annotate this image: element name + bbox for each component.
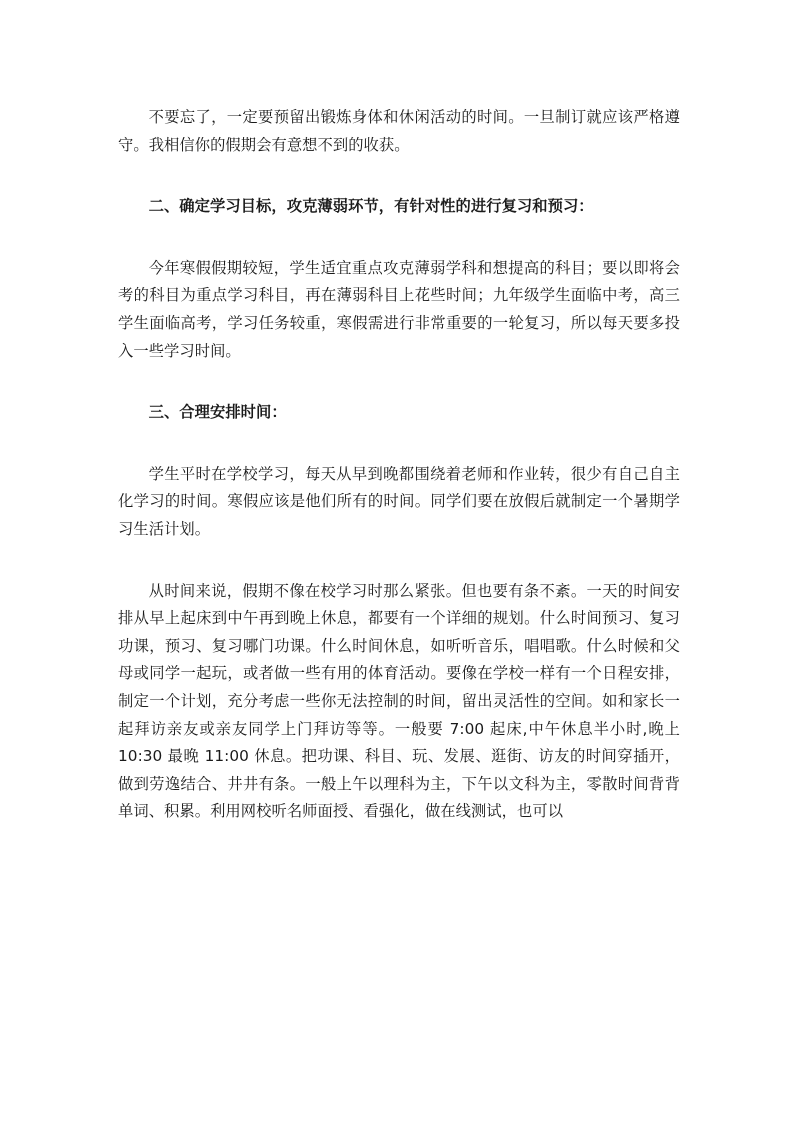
- paragraph-daily-schedule: 从时间来说，假期不像在校学习时那么紧张。但也要有条不紊。一天的时间安排从早上起床到中午再到晚上休息，都要有一个详细的规划。什么时间预习、复习功课，预习、复习哪门功课。什么时间休息，如听听音乐，唱唱歌。什么时候和父母或同学一起玩，或者做一些有用的体育活动。要像在学校一样有一个日程安排，制定一个计划，充分考虑一些你无法控制的时间，留出灵活性的空间。如和家长一起拜访亲友或亲友同学上门拜访等等。一般要 7:00 起床,中午休息半小时,晚上 10:30 最晚 11:00 休息。把功课、科目、玩、发展、逛街、访友的时间穿插开，做到劳逸结合、井井有条。一般上午以理科为主，下午以文科为主，零散时间背背单词、积累。利用网校听名师面授、看强化，做在线测试，也可以: [118, 581, 680, 821]
- paragraph-reminder: 不要忘了，一定要预留出锻炼身体和休闲活动的时间。一旦制订就应该严格遵守。我相信你的假期会有意想不到的收获。: [118, 108, 680, 154]
- heading-section-three: 三、合理安排时间：: [148, 403, 287, 422]
- heading-section-two: 二、确定学习目标，攻克薄弱环节，有针对性的进行复习和预习：: [148, 197, 594, 216]
- paragraph-study-goals: 今年寒假假期较短，学生适宜重点攻克薄弱学科和想提高的科目；要以即将会考的科目为重点学习科目，再在薄弱科目上花些时间；九年级学生面临中考，高三学生面临高考，学习任务较重，寒假需进行非常重要的一轮复习，所以每天要多投入一些学习时间。: [118, 258, 680, 360]
- paragraph-study-plan: 学生平时在学校学习，每天从早到晚都围绕着老师和作业转，很少有自己自主化学习的时间。寒假应该是他们所有的时间。同学们要在放假后就制定一个暑期学习生活计划。: [118, 464, 680, 538]
- document-body: [118, 104, 680, 826]
